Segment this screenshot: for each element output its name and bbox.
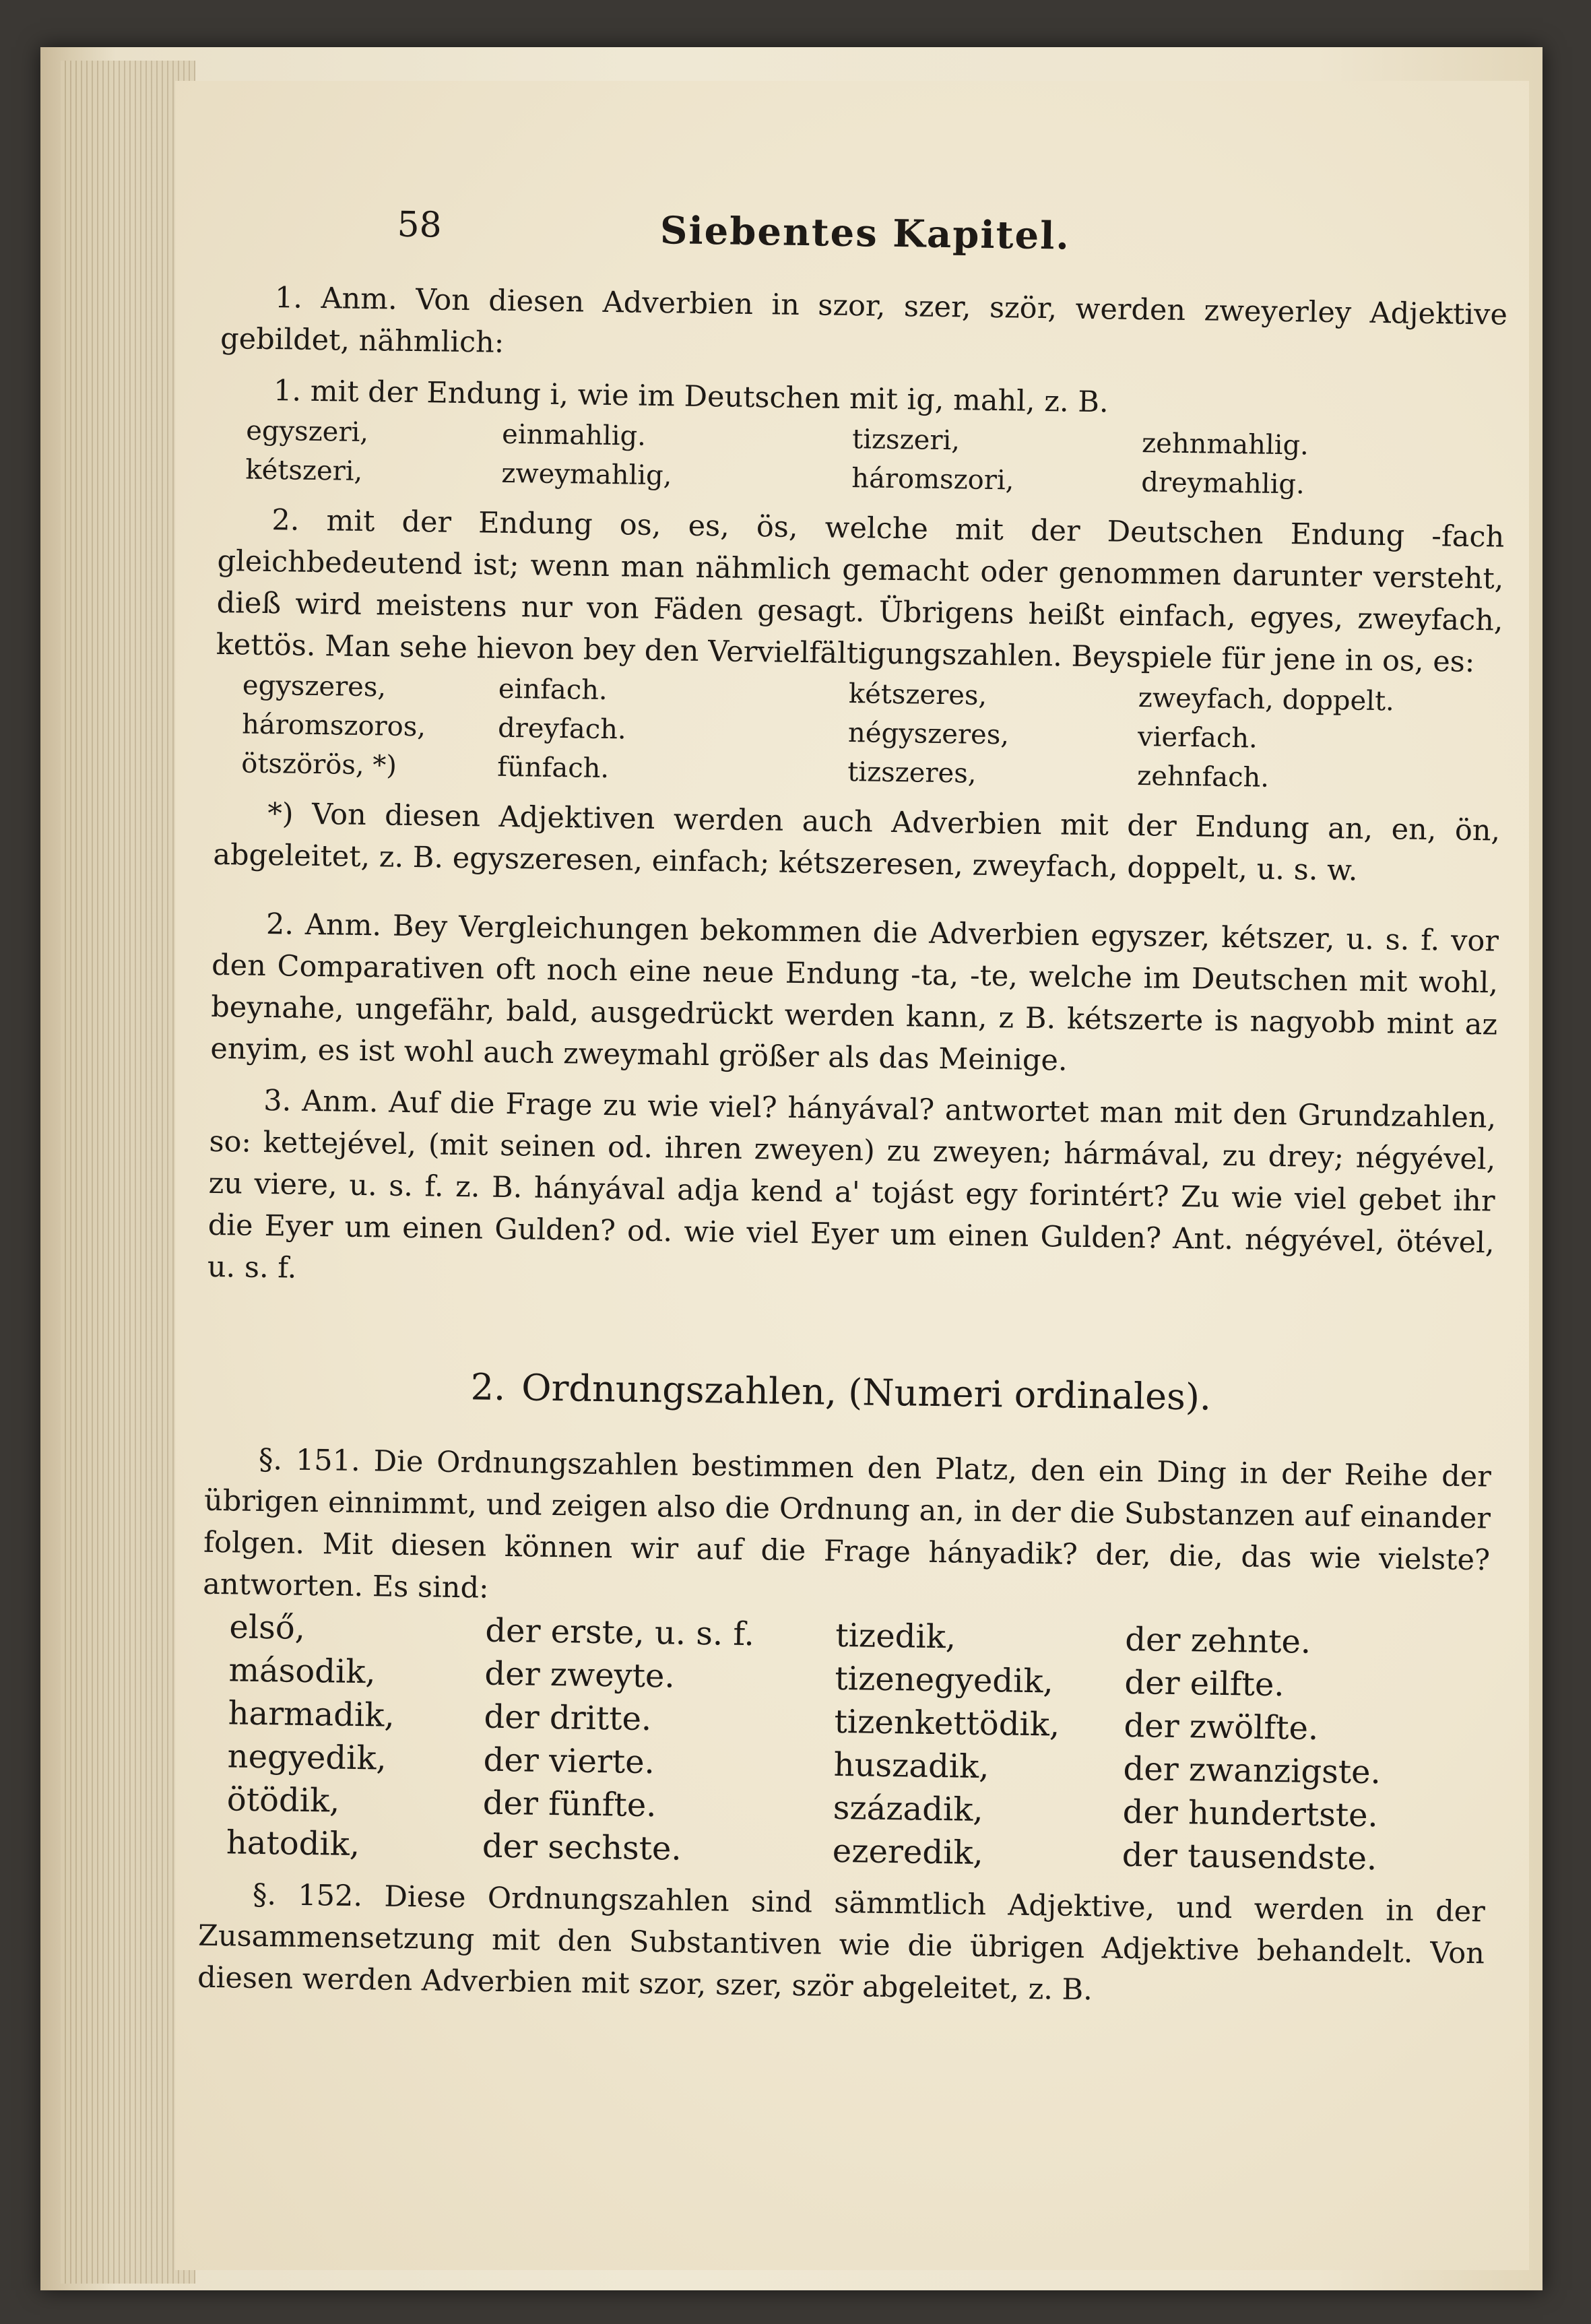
word-cell: tizszeri, bbox=[851, 424, 961, 457]
anm3-paragraph: 3. Anm. Auf die Frage zu wie viel? hányával? antwortet man mit den Grundzahlen, so: kettejével, (mit seinen od. ihren zweyen) zu zweyen; hármával, zu drey; négyével, zu viere, u. s. f. z. B. hányával adja kend a' tojást egy forintért? Zu wie viel gebet ihr die Eyer um einen Gulden? od. wie viel Eyer um einen Gulden? Ant. négyével, ötével, u. s. f. bbox=[207, 1083, 1497, 1285]
word-cell: der dritte. bbox=[484, 1698, 652, 1739]
word-cell: der zweyte. bbox=[484, 1654, 676, 1696]
word-cell: ezeredik, bbox=[832, 1832, 984, 1873]
word-cell: einfach. bbox=[498, 673, 608, 707]
word-cell: zehnfach. bbox=[1136, 761, 1270, 794]
footnote: *) Von diesen Adjektiven werden auch Adverbien mit der Endung an, en, ön, abgeleitet, z. B. egyszeresen, einfach; kétszeresen, zweyfach, doppelt, u. s. w. bbox=[213, 797, 1501, 888]
word-cell: tizedik, bbox=[835, 1616, 956, 1656]
word-cell: dreyfach. bbox=[497, 712, 626, 746]
word-cell: dreymahlig. bbox=[1141, 467, 1305, 501]
word-cell: ötödik, bbox=[226, 1780, 340, 1820]
word-cell: fünfach. bbox=[497, 751, 610, 785]
word-cell: egyszeri, bbox=[245, 415, 369, 449]
paragraph-152: §. 152. Diese Ordnungszahlen sind sämmtlich Adjektive, und werden in der Zusammensetzung mit den Substantiven wie die übrigen Adjektive behandelt. Von diesen werden Adverbien mit szor, szer, ször abgeleitet, z. B. bbox=[197, 1877, 1486, 2007]
ordinal-table bbox=[226, 1605, 1456, 1881]
word-cell: zweymahlig, bbox=[501, 457, 672, 492]
word-cell: tizenegyedik, bbox=[835, 1659, 1054, 1701]
word-cell: der sechste. bbox=[482, 1827, 682, 1868]
word-cell: harmadik, bbox=[228, 1694, 395, 1735]
anm1-intro: 1. Anm. Von diesen Adverbien in szor, szer, ször, werden zweyerley Adjektive gebildet, nähmlich: bbox=[220, 281, 1508, 360]
word-cell: huszadik, bbox=[833, 1745, 989, 1786]
anm2-paragraph: 2. Anm. Bey Vergleichungen bekommen die Adverbien egyszer, kétszer, u. s. f. vor den Comparativen oft noch eine neue Endung -ta, -te, welche im Deutschen mit wohl, beynahe, ungefähr, bald, ausgedrückt werden kann, z B. kétszerte is nagyobb mint az enyim, es ist wohl auch zweymahl größer als das Meinige. bbox=[210, 907, 1499, 1078]
word-cell: zehnmahlig. bbox=[1141, 428, 1309, 461]
section-title: Ordnungszahlen, (Numeri ordinales). bbox=[521, 1366, 1212, 1419]
table-suffix-os bbox=[241, 666, 1468, 800]
word-cell: kétszeri, bbox=[245, 454, 363, 487]
word-cell: der hundertste. bbox=[1122, 1793, 1379, 1835]
section-heading bbox=[205, 1362, 1493, 1423]
word-cell: einmahlig. bbox=[501, 418, 647, 452]
word-cell: negyedik, bbox=[227, 1737, 387, 1778]
page-content bbox=[197, 202, 1509, 2016]
section-number: 2. bbox=[470, 1365, 506, 1409]
word-cell: háromszori, bbox=[851, 463, 1014, 496]
anm1-rule2: 2. mit der Endung os, es, ös, welche mit der Deutschen Endung -fach gleichbedeutend ist; wenn man nähmlich gemacht oder genommen darunter versteht, dieß wird meistens nur von Fäden gesagt. Übrigens heißt einfach, egyes, zweyfach, kettös. Man sehe hievon bey den Vervielfältigungszahlen. Beyspiele für jene in os, es: bbox=[216, 503, 1505, 680]
word-cell: der zehnte. bbox=[1124, 1620, 1311, 1661]
word-cell: tizszeres, bbox=[847, 756, 977, 789]
anm1-rule1: 1. mit der Endung i, wie im Deutschen mit ig, mahl, z. B. bbox=[273, 374, 1109, 420]
word-cell: tizenkettödik, bbox=[834, 1702, 1060, 1744]
word-cell: első, bbox=[229, 1608, 306, 1647]
word-cell: der tausendste. bbox=[1122, 1836, 1377, 1878]
word-cell: háromszoros, bbox=[241, 709, 426, 743]
paragraph-151: §. 151. Die Ordnungszahlen bestimmen den Platz, den ein Ding in der Reihe der übrigen einnimmt, und zeigen also die Ordnung an, in der die Substanzen auf einander folgen. Mit diesen können wir auf die Frage hányadik? der, die, das wie vielste? antworten. Es sind: bbox=[203, 1442, 1492, 1605]
word-cell: der zwanzigste. bbox=[1123, 1749, 1382, 1792]
word-cell: ötszörös, *) bbox=[241, 748, 397, 781]
word-cell: második, bbox=[228, 1651, 377, 1691]
word-cell: der vierte. bbox=[483, 1741, 655, 1782]
page-title: Siebentes Kapitel. bbox=[659, 208, 1071, 259]
word-cell: der erste, u. s. f. bbox=[485, 1611, 755, 1654]
word-cell: vierfach. bbox=[1137, 721, 1258, 754]
word-cell: zweyfach, doppelt. bbox=[1138, 682, 1395, 717]
word-cell: der zwölfte. bbox=[1124, 1706, 1319, 1747]
word-cell: kétszeres, bbox=[848, 678, 987, 711]
word-cell: der eilfte. bbox=[1124, 1663, 1285, 1704]
word-cell: egyszeres, bbox=[242, 670, 387, 703]
word-cell: hatodik, bbox=[226, 1823, 360, 1864]
word-cell: századik, bbox=[833, 1788, 984, 1830]
word-cell: négyszeres, bbox=[847, 717, 1010, 751]
word-cell: der fünfte. bbox=[482, 1784, 657, 1825]
page-number: 58 bbox=[397, 204, 443, 246]
